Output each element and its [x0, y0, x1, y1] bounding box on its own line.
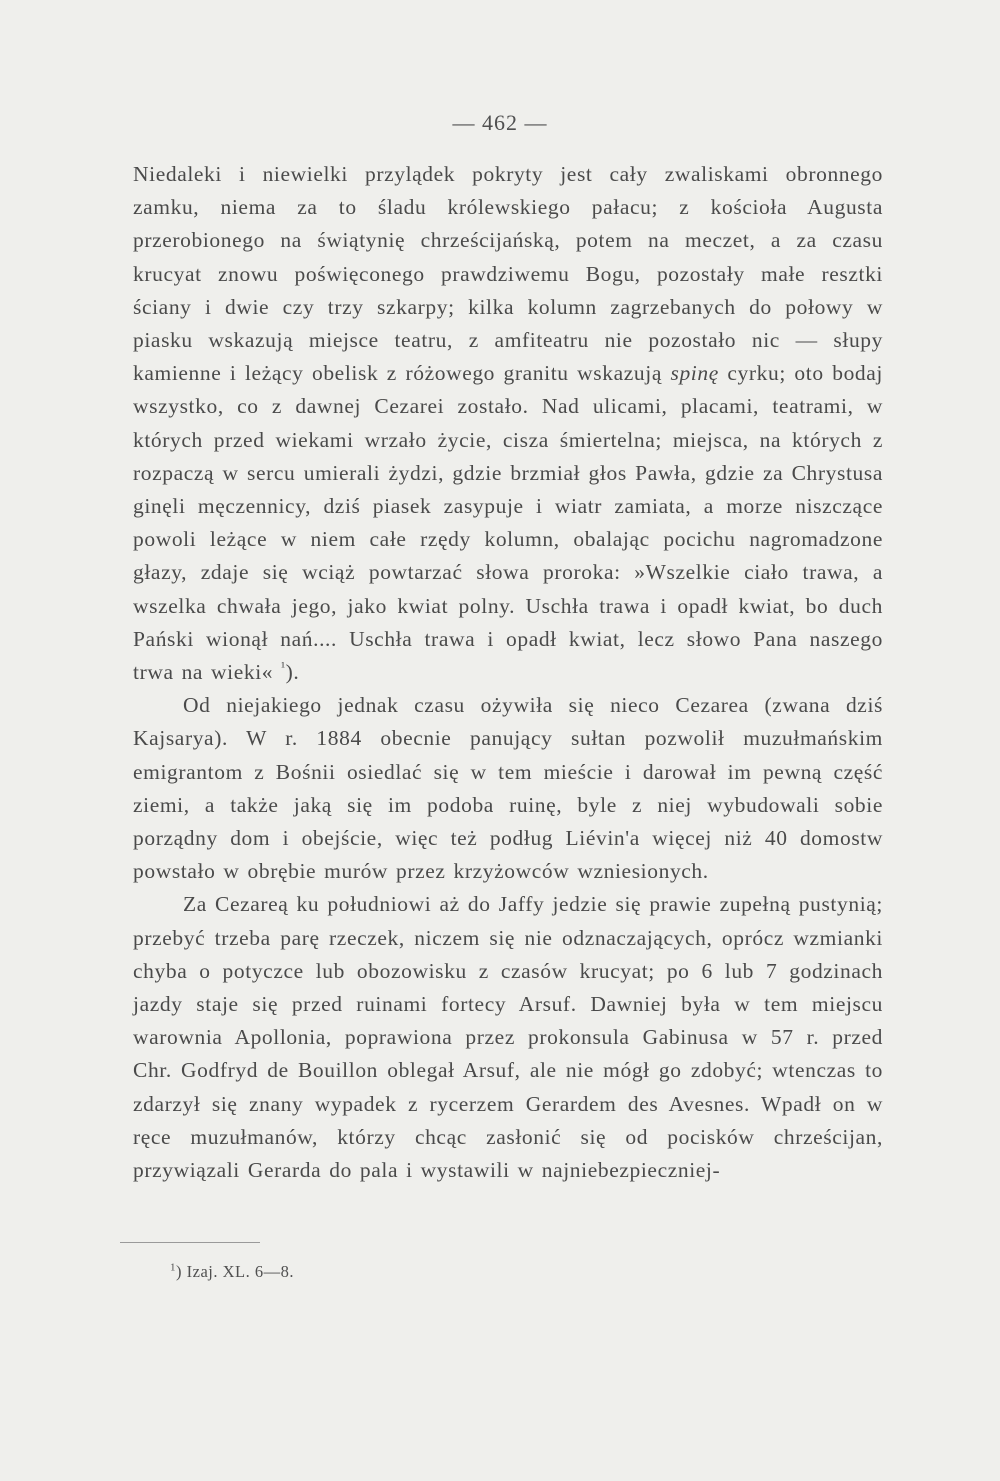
paragraph-2: Od niejakiego jednak czasu ożywiła się nieco Cezarea (zwana dziś Kajsarya). W r. 1884 obecnie panujący sułtan pozwolił muzułmańskim emigrantom z Bośnii osiedlać się w tem mieście i darował im pewną część ziemi, a także jaką się im podoba ruinę, byle z niej wybudowali sobie porządny dom i obejście, więc też podług Liévin'a więcej niż 40 domostw powstało w obrębie murów przez krzyżowców wzniesionych.: [133, 693, 883, 884]
footnote-text: ) Izaj. XL. 6—8.: [176, 1262, 294, 1281]
footnote-reference: ¹: [281, 658, 286, 674]
footnote: [170, 1262, 294, 1282]
paragraph-1-text-cont: cyrku; oto bodaj wszystko, co z dawnej Cezarei zostało. Nad ulicami, placami, teatrami, w których przed wiekami wrzało życie, cisza śmiertelna; miejsca, na których z rozpaczą w sercu umierali żydzi, gdzie brzmiał głos Pawła, gdzie za Chrystusa ginęli męczennicy, dziś piasek zasypuje i wiatr zamiata, a morze niszczące powoli leżące w niem całe rzędy kolumn, obalając pocichu nagromadzone głazy, zdaje się wciąż powtarzać słowa proroka: »Wszelkie ciało trawa, a wszelka chwała jego, jako kwiat polny. Uschła trawa i opadł kwiat, bo duch Pański wionął nań.... Uschła trawa i opadł kwiat, lecz słowo Pana naszego trwa na wieki«: [133, 361, 883, 685]
page-number: — 462 —: [452, 110, 548, 135]
body-text: [133, 158, 883, 1187]
paragraph-1-text: Niedaleki i niewielki przylądek pokryty jest cały zwaliskami obronnego zamku, niema za to śladu królewskiego pałacu; z kościoła Augusta przerobionego na świątynię chrześcijańską, potem na meczet, a za czasu krucyat znowu poświęconego prawdziwemu Bogu, pozostały małe resztki ściany i dwie czy trzy szkarpy; kilka kolumn zagrzebanych do połowy w piasku wskazują miejsce teatru, z amfiteatru nie pozostało nic — słupy kamienne i leżący obelisk z różowego granitu wskazują: [133, 162, 883, 386]
italic-word: spinę: [670, 361, 719, 386]
footnote-mark: 1: [170, 1261, 176, 1274]
paragraph-3: Za Cezareą ku południowi aż do Jaffy jedzie się prawie zupełną pustynią; przebyć trzeba parę rzeczek, niczem się nie odznaczających, oprócz wzmianki chyba o potyczce lub obozowisku z czasów krucyat; po 6 lub 7 godzinach jazdy staje się przed ruinami fortecy Arsuf. Dawniej była w tem miejscu warownia Apollonia, poprawiona przez prokonsula Gabinusa w 57 r. przed Chr. Godfryd de Bouillon oblegał Arsuf, ale nie mógł go zdobyć; wtenczas to zdarzył się znany wypadek z rycerzem Gerardem des Avesnes. Wpadł on w ręce muzułmanów, którzy chcąc zasłonić się od pocisków chrześcijan, przywiązali Gerarda do pala i wystawili w najniebezpieczniej-: [133, 892, 883, 1183]
footnote-divider: [120, 1242, 260, 1243]
paragraph-1-closing: ).: [285, 660, 300, 685]
paragraph-1: [133, 158, 883, 689]
